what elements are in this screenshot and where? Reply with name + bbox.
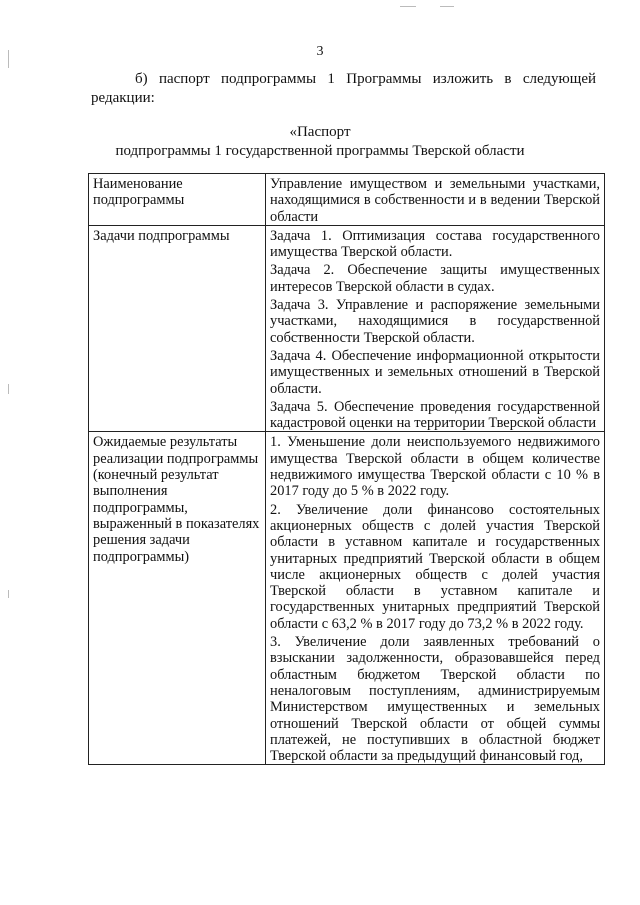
paragraph: 1. Уменьшение доли неиспользуемого недвижимого имущества Тверской области в общем количестве недвижимого имущества Тверской области с 10 % в 2017 году до 5 % в 2022 году. bbox=[270, 434, 600, 500]
intro-paragraph bbox=[91, 70, 596, 108]
paragraph: Задача 3. Управление и распоряжение земельными участками, находящимися в государственной собственности Тверской области. bbox=[270, 297, 600, 346]
row-content bbox=[266, 174, 605, 226]
table-row bbox=[89, 225, 605, 432]
scan-artifact bbox=[400, 6, 416, 7]
paragraph: Задача 1. Оптимизация состава государственного имущества Тверской области. bbox=[270, 227, 600, 261]
paragraph: Задача 5. Обеспечение проведения государственной кадастровой оценки на территории Тверской области bbox=[270, 398, 600, 432]
paragraph: Задача 4. Обеспечение информационной открытости имущественных и земельных отношений в Тверской области. bbox=[270, 347, 600, 397]
table-row bbox=[89, 432, 605, 765]
row-content bbox=[266, 225, 605, 432]
scan-artifact bbox=[8, 590, 9, 598]
row-label: Ожидаемые результаты реализации подпрограммы (конечный результат выполнения подпрограммы, выраженный в показателях решения задачи подпрограммы) bbox=[89, 432, 266, 765]
intro-line: б) паспорт подпрограммы 1 Программы изложить в следующей bbox=[135, 71, 596, 87]
passport-title: «Паспорт bbox=[289, 124, 351, 140]
row-content bbox=[266, 432, 605, 765]
row-label: Наименование подпрограммы bbox=[89, 174, 266, 226]
passport-table bbox=[88, 173, 605, 765]
paragraph: Управление имуществом и земельными участками, находящимися в собственности и в ведении Тверской области bbox=[270, 176, 600, 225]
paragraph: Задача 2. Обеспечение защиты имущественных интересов Тверской области в судах. bbox=[270, 262, 600, 295]
passport-subtitle: подпрограммы 1 государственной программы Тверской области bbox=[115, 143, 525, 159]
table-row bbox=[89, 174, 605, 226]
intro-line: редакции: bbox=[91, 90, 155, 106]
scan-artifact bbox=[440, 6, 454, 7]
page-number: 3 bbox=[316, 44, 324, 59]
scan-artifact bbox=[8, 384, 9, 394]
paragraph: 2. Увеличение доли финансово состоятельных акционерных обществ с долей участия Тверской области в уставном капитале и государственных унитарных предприятий Тверской области в общем числе акционерных обществ с долей участия Тверской области в уставном капитале и государственных унитарных предприятий Тверской области с 63,2 % в 2017 году до 73,2 % в 2022 году. bbox=[270, 501, 600, 632]
row-label: Задачи подпрограммы bbox=[89, 225, 266, 432]
paragraph: 3. Увеличение доли заявленных требований о взыскании задолженности, образовавшейся перед областным бюджетом Тверской области по неналоговым поступлениям, администрируемым Министерством имущественных и земельных отношений Тверской области от общей суммы платежей, не поступивших в областной бюджет Тверской области за предыдущий финансовый год, bbox=[270, 634, 600, 765]
